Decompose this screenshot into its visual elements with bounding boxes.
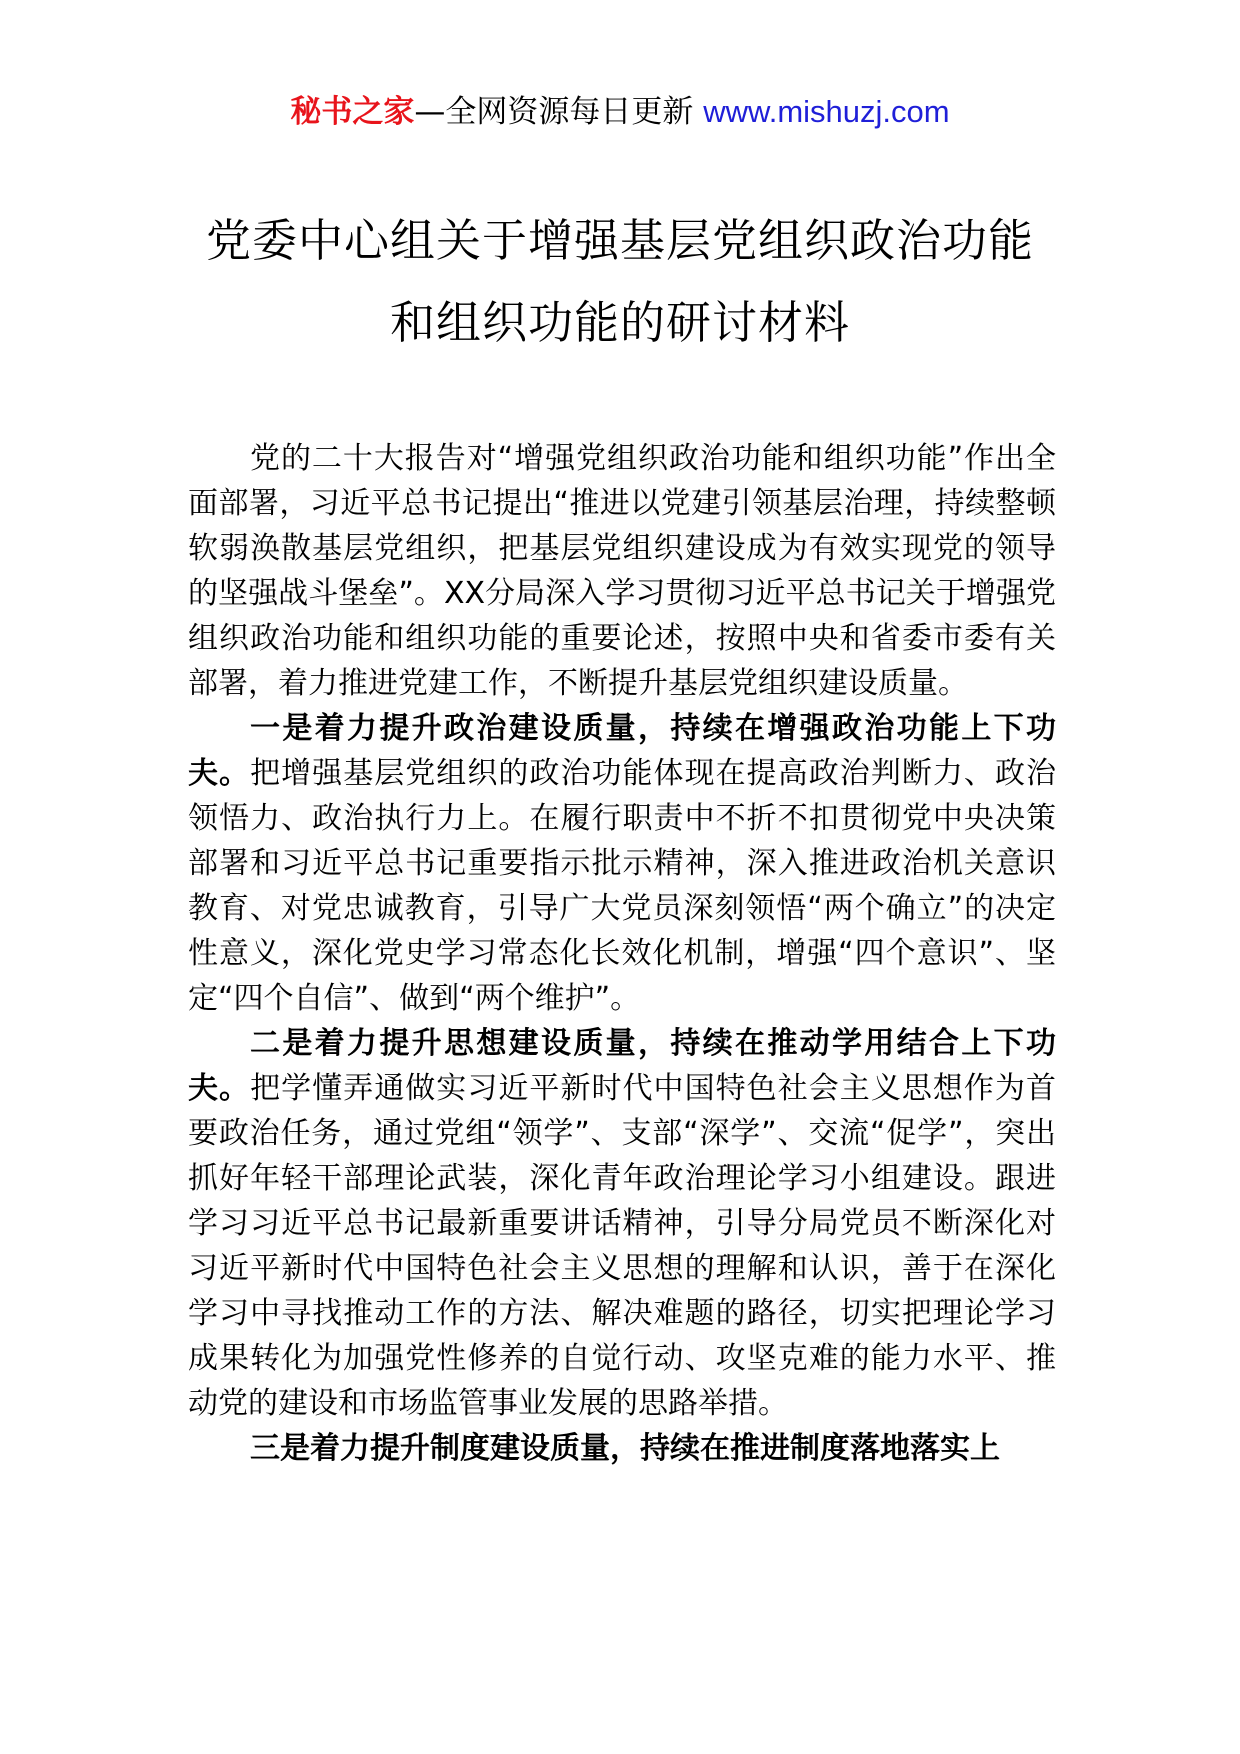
title-line-2: 和组织功能的研讨材料 [389, 296, 850, 349]
paragraph-lead: 三是着力提升制度建设质量，持续在推进制度落地落实上 [250, 1431, 1000, 1466]
site-tagline: —全网资源每日更新 [414, 94, 704, 130]
site-brand: 秘书之家 [290, 94, 415, 130]
document-title [0, 200, 1240, 364]
paragraph-point-3 [188, 1426, 1056, 1471]
paragraph-point-1 [188, 706, 1056, 1021]
paragraph-lead: 一是着力提升政治建设质量，持续在增强政治功能上下功夫。 [188, 711, 1056, 791]
paragraph-text: 把学懂弄通做实习近平新时代中国特色社会主义思想作为首要政治任务，通过党组“领学”、支部“深学”、交流“促学”，突出抓好年轻干部理论武装，深化青年政治理论学习小组建设。跟进学习习近平总书记最新重要讲话精神，引导分局党员不断深化对习近平新时代中国特色社会主义思想的理解和认识，善于在深化学习中寻找推动工作的方法、解决难题的路径，切实把理论学习成果转化为加强党性修养的自觉行动、攻坚克难的能力水平、推动党的建设和市场监管事业发展的思路举措。 [188, 1071, 1057, 1421]
site-url-link[interactable]: www.mishuzj.com [703, 94, 950, 129]
paragraph-intro [188, 436, 1056, 706]
paragraph-lead: 二是着力提升思想建设质量，持续在推动学用结合上下功夫。 [188, 1026, 1056, 1106]
document-body [188, 436, 1056, 1471]
site-header [0, 90, 1240, 134]
paragraph-text: 把增强基层党组织的政治功能体现在提高政治判断力、政治领悟力、政治执行力上。在履行职责中不折不扣贯彻党中央决策部署和习近平总书记重要指示批示精神，深入推进政治机关意识教育、对党忠诚教育，引导广大党员深刻领悟“两个确立”的决定性意义，深化党史学习常态化长效化机制，增强“四个意识”、坚定“四个自信”、做到“两个维护”。 [188, 756, 1057, 1016]
paragraph-point-2 [188, 1021, 1056, 1426]
paragraph-text: 党的二十大报告对“增强党组织政治功能和组织功能”作出全面部署，习近平总书记提出“推进以党建引领基层治理，持续整顿软弱涣散基层党组织，把基层党组织建设成为有效实现党的领导的坚强战斗堡垒”。XX分局深入学习贯彻习近平总书记关于增强党组织政治功能和组织功能的重要论述，按照中央和省委市委有关部署，着力推进党建工作，不断提升基层党组织建设质量。 [188, 441, 1056, 701]
title-line-1: 党委中心组关于增强基层党组织政治功能 [205, 214, 1034, 267]
